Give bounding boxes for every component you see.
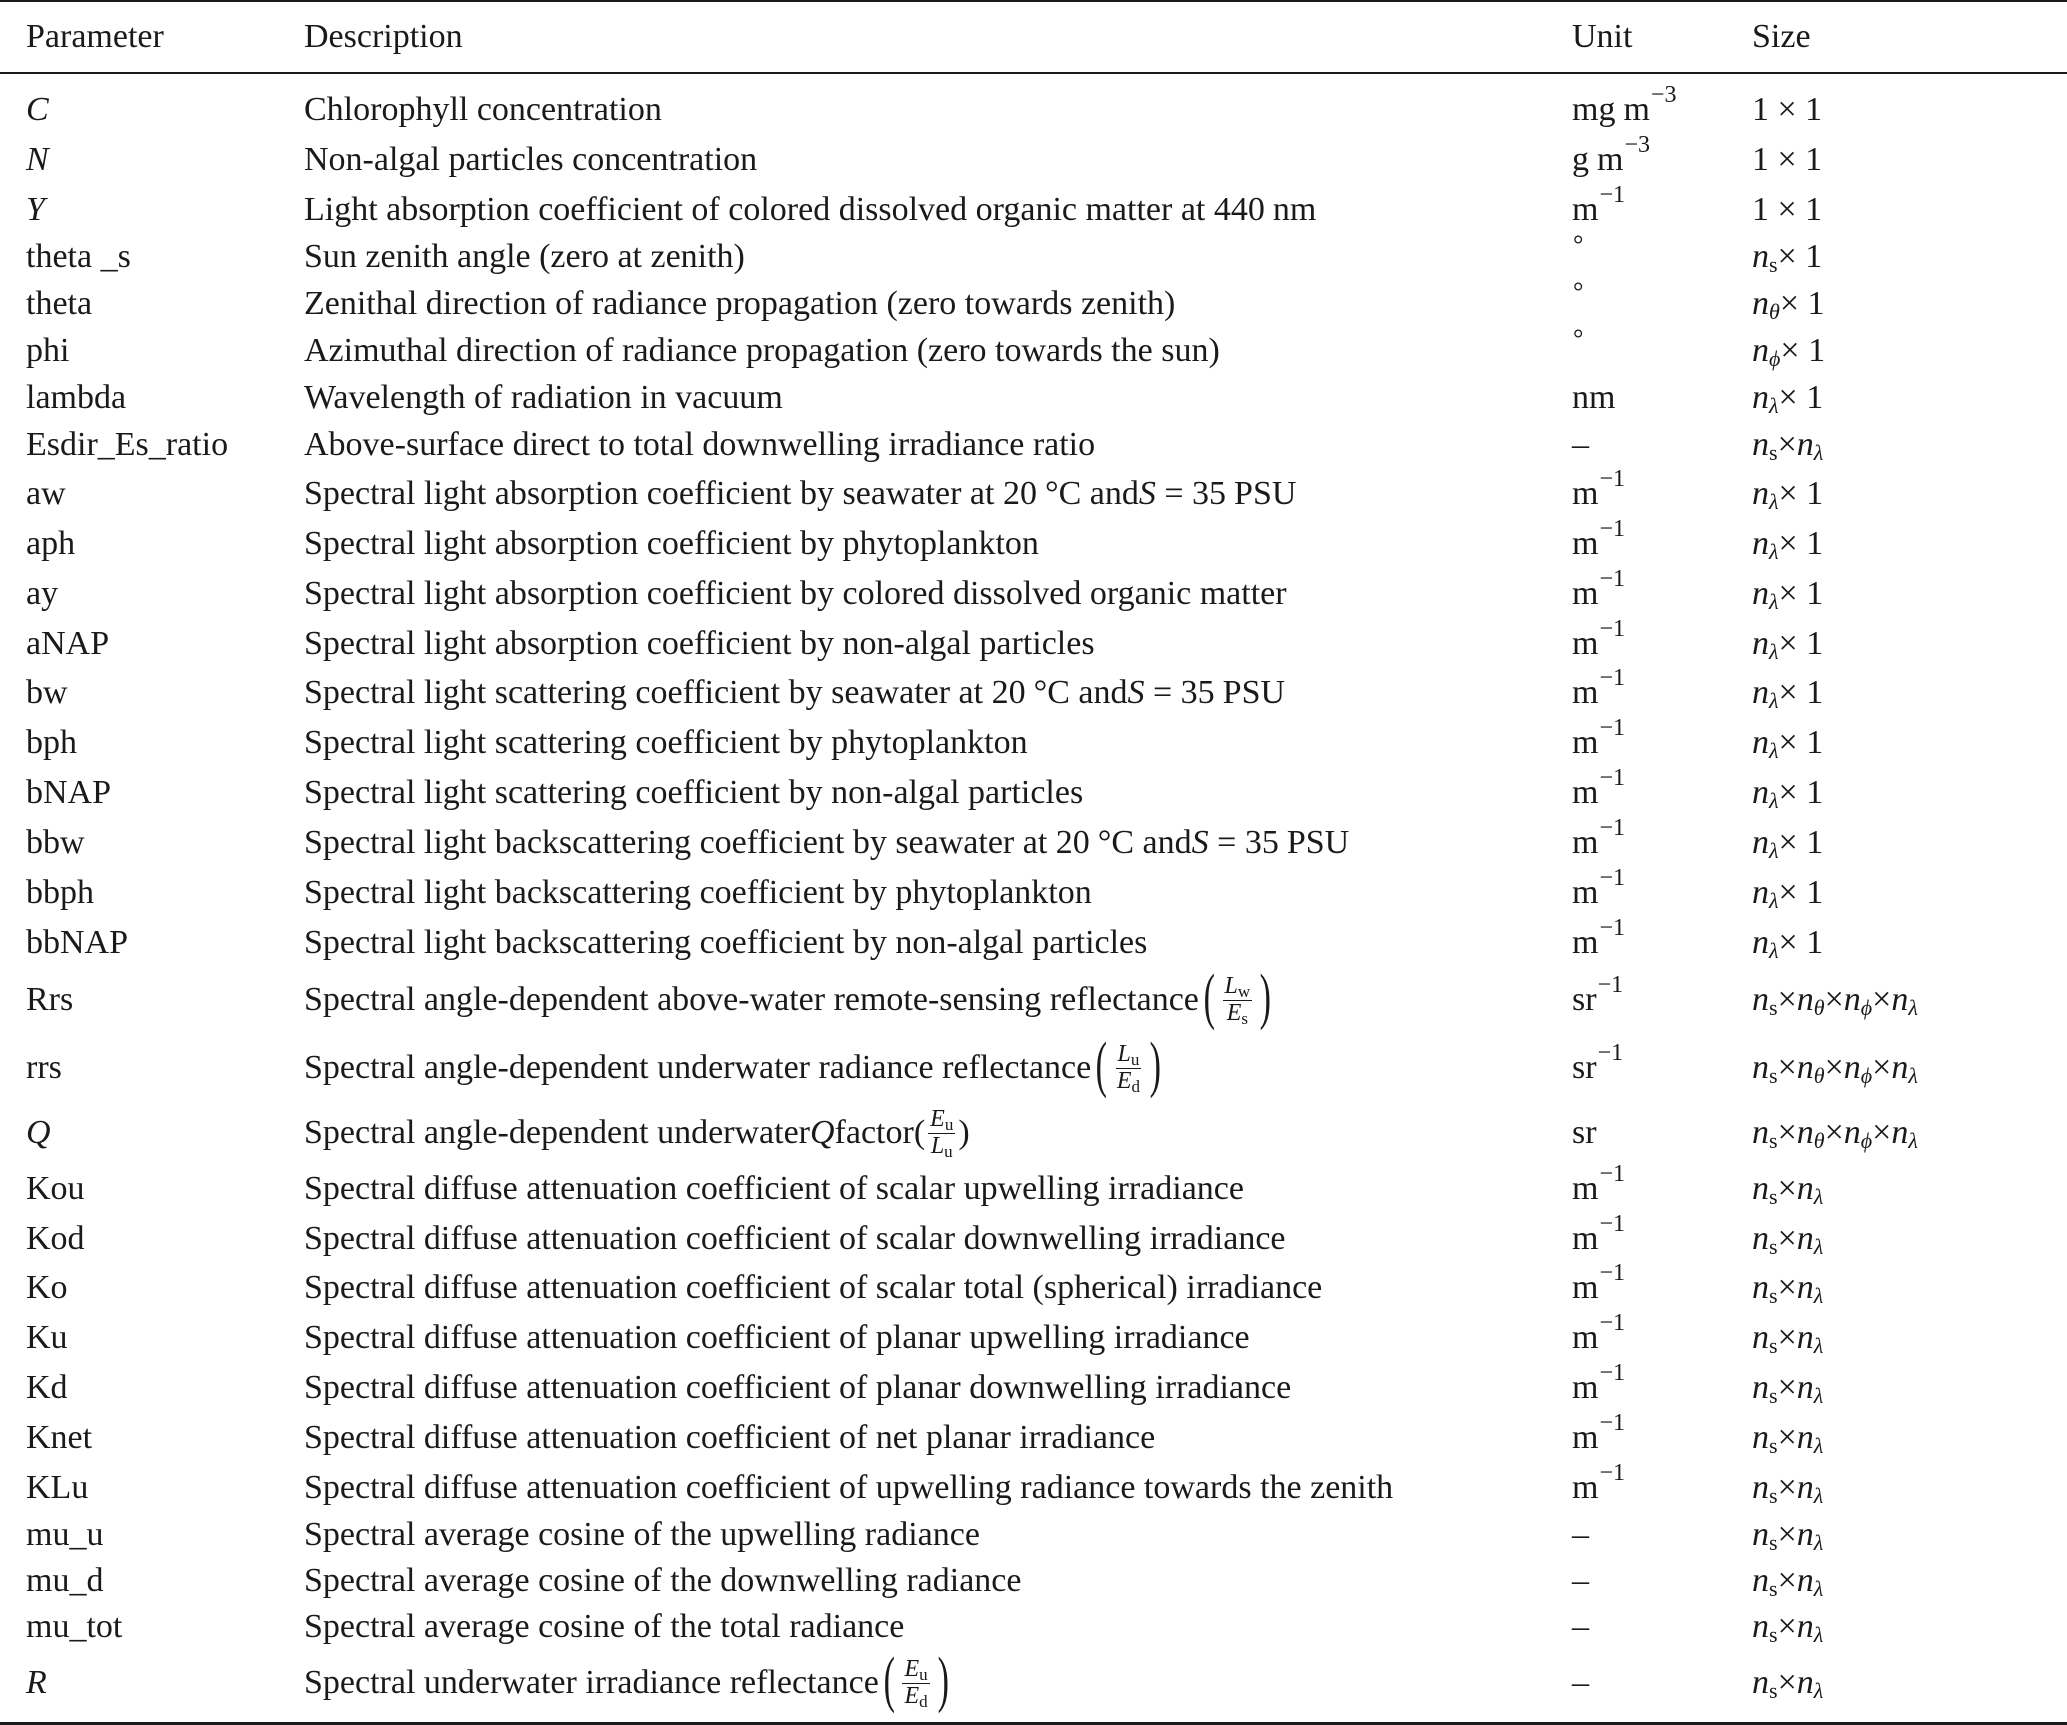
unit-cell: m −1 [1572,715,1625,761]
unit-cell: ° [1573,324,1584,353]
size-cell: n λ × 1 [1752,575,1824,614]
parameter-cell: theta _s [26,238,131,275]
description-cell: Spectral light absorption coefficient by seawater at 20 °C and S = 35 PSU [304,475,1297,512]
description-cell: Spectral diffuse attenuation coefficient of planar upwelling irradiance [304,1319,1250,1356]
parameter-cell: Esdir_Es_ratio [26,426,229,463]
size-cell: n λ × 1 [1752,674,1824,713]
unit-cell: – [1572,1608,1589,1645]
size-cell: 1 × 1 [1752,191,1823,228]
description-cell: Chlorophyll concentration [304,91,662,128]
size-cell: n s × n λ [1752,1516,1824,1555]
description-cell: Spectral underwater irradiance reflectance ( $\frac{Eu}{Ed}$ ) [304,1646,949,1715]
parameter-cell: rrs [26,1049,62,1086]
table-row [0,277,2067,327]
unit-cell: m −1 [1572,1260,1625,1306]
description-cell: Zenithal direction of radiance propagation (zero towards zenith) [304,285,1176,322]
size-cell: n λ × 1 [1752,475,1824,514]
unit-cell: – [1572,426,1589,463]
table-row [0,1558,2067,1604]
size-cell: n s × n λ [1752,1562,1824,1601]
parameter-cell: C [26,91,49,128]
unit-cell: m −1 [1572,665,1625,711]
header-parameter: Parameter [26,18,164,55]
table-row [0,1512,2067,1558]
unit-cell: m −1 [1572,182,1625,228]
description-cell: Light absorption coefficient of colored dissolved organic matter at 440 nm [304,191,1317,228]
header-size: Size [1752,18,1811,55]
description-cell: Spectral light absorption coefficient by colored dissolved organic matter [304,575,1287,612]
table-header-row [0,2,2067,72]
description-cell: Spectral light scattering coefficient by seawater at 20 °C and S = 35 PSU [304,674,1286,711]
table-row [0,765,2067,817]
parameter-cell: Y [26,191,45,228]
description-cell: Spectral diffuse attenuation coefficient of net planar irradiance [304,1419,1156,1456]
size-cell: n s × 1 [1752,238,1823,277]
parameter-cell: Ku [26,1319,68,1356]
unit-cell: m −1 [1572,616,1625,662]
table-row [0,1161,2067,1213]
unit-cell: g m −3 [1572,132,1650,178]
size-cell: n s × n θ × n ϕ × n λ [1752,1114,1918,1153]
parameter-cell: N [26,141,49,178]
parameter-cell: bw [26,674,68,711]
table-row [0,1104,2067,1162]
unit-cell: – [1572,1516,1589,1553]
table-row [0,182,2067,234]
size-cell: n s × n λ [1752,1319,1824,1358]
size-cell: n s × n λ [1752,1369,1824,1408]
parameter-cell: aNAP [26,625,110,662]
table-row [0,715,2067,767]
unit-cell: sr −1 [1572,972,1624,1018]
table-row [0,1031,2067,1101]
parameter-cell: Rrs [26,981,74,1018]
size-cell: n λ × 1 [1752,379,1824,418]
unit-cell: m −1 [1572,915,1625,961]
unit-cell: nm [1572,379,1616,416]
description-cell: Spectral light backscattering coefficient by non-algal particles [304,924,1148,961]
table-row [0,230,2067,280]
description-cell: Above-surface direct to total downwelling irradiance ratio [304,426,1096,463]
description-cell: Spectral light backscattering coefficient by phytoplankton [304,874,1092,911]
parameter-cell: R [26,1664,47,1701]
parameter-cell: Kou [26,1170,85,1207]
table-row [0,616,2067,668]
size-cell: n λ × 1 [1752,525,1824,564]
table-row [0,566,2067,618]
parameter-cell: lambda [26,379,127,416]
unit-cell: – [1572,1664,1589,1701]
unit-cell: m −1 [1572,1310,1625,1356]
unit-cell: m −1 [1572,1460,1625,1506]
size-cell: 1 × 1 [1752,141,1823,178]
parameter-cell: aph [26,525,76,562]
unit-cell: – [1572,1562,1589,1599]
description-cell: Spectral diffuse attenuation coefficient of upwelling radiance towards the zenith [304,1469,1394,1506]
size-cell: n s × n λ [1752,1664,1824,1703]
table-row [0,815,2067,867]
parameter-cell: bbph [26,874,94,911]
size-cell: n λ × 1 [1752,774,1824,813]
unit-cell: ° [1573,230,1584,259]
description-cell: Spectral diffuse attenuation coefficient of scalar total (spherical) irradiance [304,1269,1323,1306]
description-cell: Spectral angle-dependent underwater radiance reflectance ( $\frac{Lu}{Ed}$ ) [304,1031,1162,1100]
parameter-cell: Q [26,1114,51,1151]
table-row [0,82,2067,134]
unit-cell: mg m −3 [1572,82,1677,128]
unit-cell: m −1 [1572,566,1625,612]
table-row [0,1260,2067,1312]
description-cell: Spectral angle-dependent above-water remote-sensing reflectance ( $\frac{Lw}{Es}$ ) [304,963,1272,1032]
parameter-cell: bbw [26,824,85,861]
unit-cell: m −1 [1572,1211,1625,1257]
size-cell: n θ × 1 [1752,285,1825,324]
parameter-cell: Ko [26,1269,68,1306]
parameter-cell: Knet [26,1419,93,1456]
size-cell: n s × n λ [1752,1469,1824,1508]
parameter-cell: KLu [26,1469,89,1506]
table-row [0,865,2067,917]
parameter-cell: mu_tot [26,1608,123,1645]
table-row [0,324,2067,374]
description-cell: Spectral diffuse attenuation coefficient of planar downwelling irradiance [304,1369,1292,1406]
size-cell: n λ × 1 [1752,625,1824,664]
description-cell: Non-algal particles concentration [304,141,758,178]
parameter-cell: phi [26,332,70,369]
parameter-cell: Kd [26,1369,68,1406]
description-cell: Spectral average cosine of the total radiance [304,1608,905,1645]
description-cell: Sun zenith angle (zero at zenith) [304,238,745,275]
description-cell: Spectral light absorption coefficient by non-algal particles [304,625,1095,662]
parameter-cell: bNAP [26,774,112,811]
size-cell: n ϕ × 1 [1752,332,1826,371]
size-cell: 1 × 1 [1752,91,1823,128]
size-cell: n λ × 1 [1752,924,1824,963]
description-cell: Spectral angle-dependent underwater Q factor ( $\frac{Eu}{Lu}$ ) [304,1106,970,1161]
table-row [0,1410,2067,1462]
table-row [0,132,2067,184]
parameter-cell: bbNAP [26,924,129,961]
size-cell: n λ × 1 [1752,824,1824,863]
header-unit: Unit [1572,18,1633,55]
table-row [0,963,2067,1033]
unit-cell: m −1 [1572,765,1625,811]
table-row [0,466,2067,518]
table-row [0,1310,2067,1362]
unit-cell: m −1 [1572,1410,1625,1456]
size-cell: n s × n λ [1752,1170,1824,1209]
size-cell: n λ × 1 [1752,724,1824,763]
description-cell: Spectral light scattering coefficient by phytoplankton [304,724,1028,761]
description-cell: Spectral light absorption coefficient by phytoplankton [304,525,1039,562]
table-row [0,1646,2067,1715]
table-row [0,1460,2067,1512]
table-row [0,1604,2067,1650]
parameter-cell: mu_d [26,1562,104,1599]
table-row [0,516,2067,568]
description-cell: Spectral diffuse attenuation coefficient of scalar upwelling irradiance [304,1170,1244,1207]
unit-cell: m −1 [1572,1161,1625,1207]
unit-cell: ° [1573,277,1584,306]
description-cell: Wavelength of radiation in vacuum [304,379,783,416]
size-cell: n s × n λ [1752,1220,1824,1259]
parameter-cell: bph [26,724,77,761]
description-cell: Spectral average cosine of the downwelling radiance [304,1562,1022,1599]
size-cell: n s × n θ × n ϕ × n λ [1752,1049,1918,1088]
description-cell: Spectral diffuse attenuation coefficient of scalar downwelling irradiance [304,1220,1286,1257]
unit-cell: m −1 [1572,466,1625,512]
parameter-cell: mu_u [26,1516,104,1553]
size-cell: n s × n θ × n ϕ × n λ [1752,981,1918,1020]
unit-cell: sr [1572,1114,1597,1151]
parameter-cell: ay [26,575,59,612]
table-row [0,915,2067,967]
table-header-rule [0,72,2067,74]
size-cell: n s × n λ [1752,1269,1824,1308]
size-cell: n s × n λ [1752,426,1824,465]
size-cell: n λ × 1 [1752,874,1824,913]
table-row [0,665,2067,717]
parameter-cell: Kod [26,1220,85,1257]
parameter-cell: theta [26,285,93,322]
size-cell: n s × n λ [1752,1608,1824,1647]
unit-cell: m −1 [1572,865,1625,911]
description-cell: Spectral light scattering coefficient by non-algal particles [304,774,1084,811]
description-cell: Azimuthal direction of radiance propagation (zero towards the sun) [304,332,1220,369]
unit-cell: m −1 [1572,516,1625,562]
description-cell: Spectral light backscattering coefficient by seawater at 20 °C and S = 35 PSU [304,824,1350,861]
unit-cell: m −1 [1572,1360,1625,1406]
table-row [0,1360,2067,1412]
size-cell: n s × n λ [1752,1419,1824,1458]
unit-cell: m −1 [1572,815,1625,861]
unit-cell: sr −1 [1572,1040,1624,1086]
table-row [0,422,2067,468]
header-description: Description [304,18,463,55]
table-row [0,375,2067,421]
parameter-cell: aw [26,475,66,512]
description-cell: Spectral average cosine of the upwelling radiance [304,1516,980,1553]
table-row [0,1211,2067,1263]
